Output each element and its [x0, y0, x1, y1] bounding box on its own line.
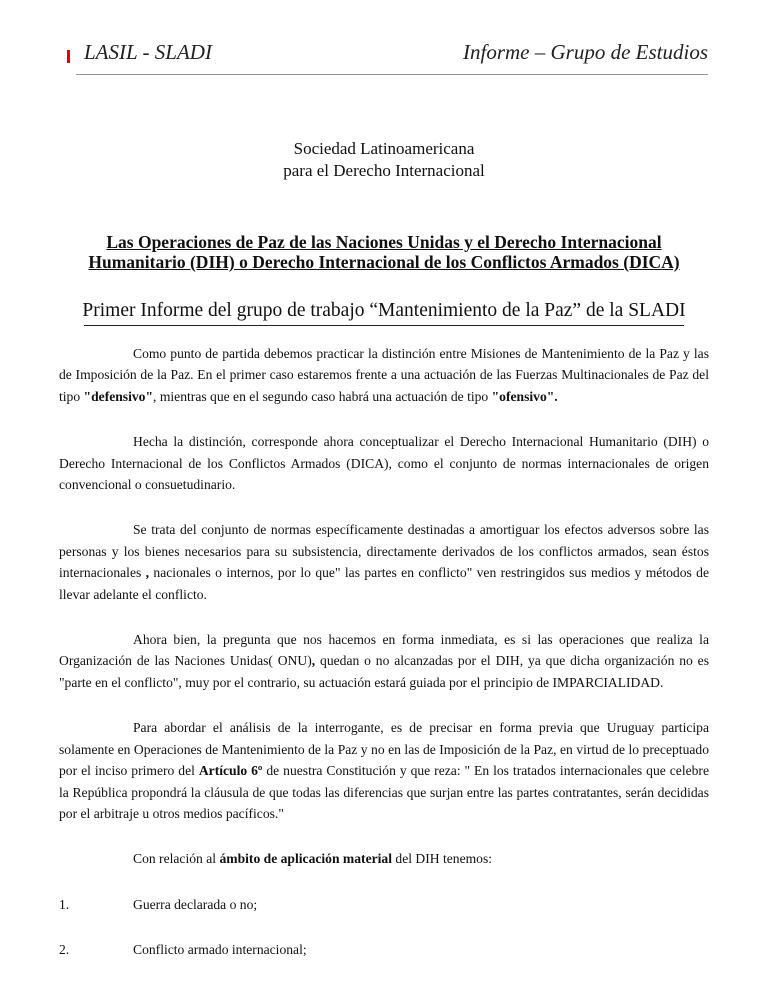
text: Para abordar el análisis de la interrogante, es de precisar en forma previa que Uruguay participa solamente en Operaciones de Mantenimiento de la Paz y no en las de Imposición de la Paz, en virtud de lo preceptuado por el inciso primero del: [59, 720, 709, 779]
paragraph: Hecha la distinción, corresponde ahora conceptualizar el Derecho Internacional Humanitario (DIH) o Derecho Internacional de los Conflictos Armados (DICA), como el conjunto de normas internacionales de origen convencional o consuetudinario.: [59, 434, 709, 493]
bold-text: ,: [311, 653, 316, 669]
list-number: 2.: [59, 942, 70, 958]
header-right: Informe – Grupo de Estudios: [463, 40, 708, 64]
text: Como punto de partida debemos practicar la distinción entre Misiones de Mantenimiento de la Paz y las de Imposición de la Paz. En el primer caso estaremos frente a una actuación de las Fuerzas Multinacionales de Paz del tipo: [59, 346, 709, 404]
paragraph: [133, 848, 709, 869]
bold-text: Artículo 6º: [198, 763, 263, 779]
text: Con relación al: [133, 851, 220, 867]
org-line-1: Sociedad Latinoamericana: [293, 139, 475, 158]
text: Se trata del conjunto de normas específicamente destinadas a amortiguar los efectos adversos sobre las personas y los bienes necesarios para su subsistencia, directamente derivados de los conflictos armados, sean éstos internacionales: [59, 522, 709, 581]
document-subtitle: Primer Informe del grupo de trabajo “Mantenimiento de la Paz” de la SLADI: [82, 300, 686, 321]
header-left: LASIL - SLADI: [84, 40, 212, 64]
paragraph: [59, 343, 709, 407]
paragraph: [59, 519, 709, 605]
header-accent-bar: [67, 50, 70, 63]
org-line-2: para el Derecho Internacional: [283, 161, 485, 180]
list-item: [59, 894, 709, 915]
text: del DIH tenemos:: [392, 851, 493, 867]
organization-name: [0, 138, 768, 182]
text: de nuestra Constitución y que reza: " En los tratados internacionales que celebre la República propondrá la cláusula de que todas las diferencias que surjan entre las partes contratantes, serán decididas por el arbitraje u otros medios pacíficos.": [59, 763, 709, 821]
text: quedan o no alcanzadas por el DIH, ya que dicha organización no es "parte en el conflicto", muy por el contrario, su actuación estará guiada por el principio de IMPARCIALIDAD.: [59, 653, 709, 690]
document-body: [59, 343, 709, 985]
document-title: Las Operaciones de Paz de las Naciones Unidas y el Derecho Internacional Humanitario (DIH) o Derecho Internacional de los Conflictos Armados (DICA): [88, 232, 680, 272]
bold-text: ,: [145, 565, 150, 581]
list-number: 1.: [59, 896, 70, 912]
bold-text: ámbito de aplicación material: [219, 851, 392, 867]
divider: [84, 325, 684, 326]
text: , mientras que en el segundo caso habrá una actuación de tipo: [153, 388, 492, 404]
list-text: Conflicto armado internacional;: [133, 942, 307, 958]
paragraph: [59, 629, 709, 693]
bold-text: "ofensivo".: [491, 388, 558, 404]
text: Ahora bien, la pregunta que nos hacemos en forma inmediata, es si las operaciones que realiza la Organización de las Naciones Unidas( ONU): [59, 632, 709, 669]
paragraph: [59, 717, 709, 824]
text: nacionales o internos, por lo que" las partes en conflicto" ven restringidos sus medios y métodos de llevar adelante el conflicto.: [59, 565, 709, 602]
list-text: Guerra declarada o no;: [133, 896, 258, 912]
page-header: [76, 34, 708, 75]
bold-text: "defensivo": [83, 388, 154, 404]
list-item: [59, 939, 709, 960]
